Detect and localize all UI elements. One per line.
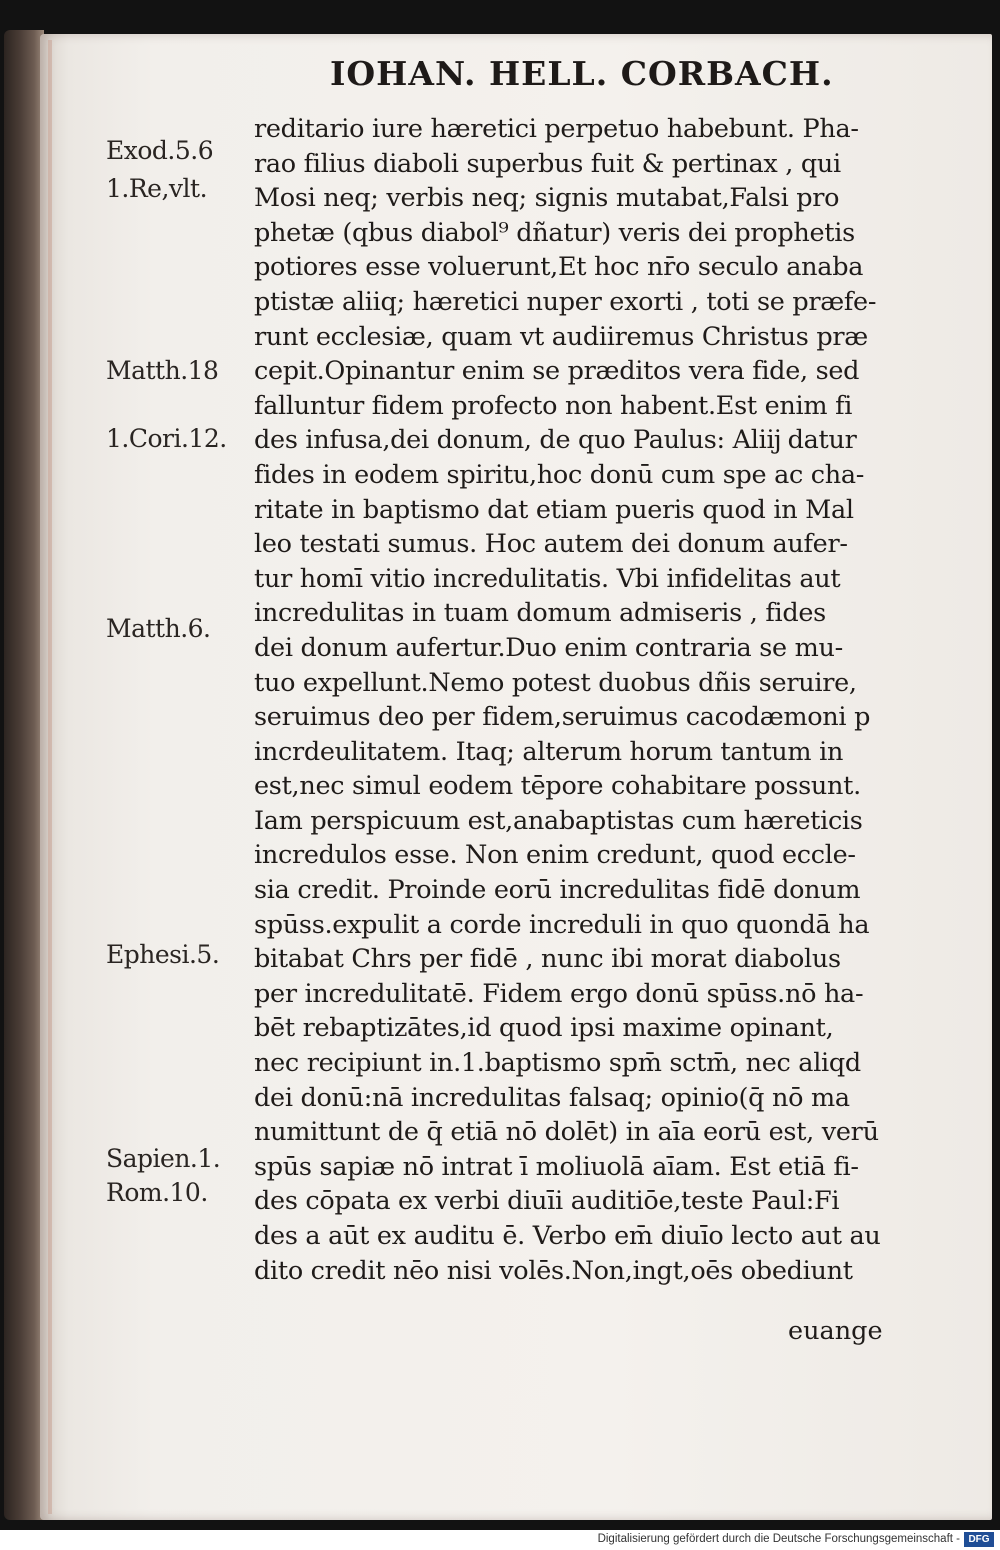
marginal-note: 1.Re,vlt. (106, 174, 208, 203)
text-line: incrdeulitatem. Itaq; alterum horum tantum in (254, 736, 844, 767)
text-line: Iam perspicuum est,anabaptistas cum hæreticis (254, 805, 863, 836)
text-line: falluntur fidem profecto non habent.Est enim fi (254, 390, 853, 421)
text-line: seruimus deo per fidem,seruimus cacodæmoni p (254, 702, 871, 733)
marginal-note: 1.Cori.12. (106, 424, 227, 453)
text-line: bēt rebaptizātes,id quod ipsi maxime opinant, (254, 1013, 834, 1044)
text-line: spūss.expulit a corde increduli in quo quondā ha (254, 909, 870, 940)
text-line: sia credit. Proinde eorū incredulitas fidē donum (254, 875, 861, 906)
text-line: cepit.Opinantur enim se præditos vera fide, sed (254, 356, 860, 387)
book-page-edges (4, 30, 44, 1520)
marginal-note: Rom.10. (106, 1178, 208, 1207)
text-line: Mosi neq; verbis neq; signis mutabat,Falsi pro (254, 183, 840, 214)
text-line: leo testati sumus. Hoc autem dei donum aufer- (254, 529, 848, 560)
text-line: ritate in baptismo dat etiam pueris quod in Mal (254, 494, 854, 525)
text-line: potiores esse voluerunt,Et hoc nr̄o seculo anaba (254, 252, 864, 283)
text-line: bitabat Chrs per fidē , nunc ibi morat diabolus (254, 944, 841, 975)
marginal-note: Matth.6. (106, 614, 211, 643)
text-line: des infusa,dei donum, de quo Paulus: Aliĳ datur (254, 425, 857, 456)
text-line: numittunt de q̄ etiā nō dolēt) in aīa eorū est, verū (254, 1117, 879, 1148)
text-line: dei donū:nā incredulitas falsaq; opinio(q̄ nō ma (254, 1082, 850, 1113)
funding-credit: Digitalisierung gefördert durch die Deutsche Forschungsgemeinschaft - (597, 1533, 960, 1545)
text-line: per incredulitatē. Fidem ergo donū spūss.nō ha- (254, 978, 864, 1009)
marginal-note: Sapien.1. (106, 1144, 221, 1173)
text-line: nec recipiunt in.1.baptismo spm̄ sctm̄, nec aliqd (254, 1048, 861, 1079)
text-line: des a aūt ex auditu ē. Verbo em̄ diuīo lecto aut au (254, 1221, 881, 1251)
dfg-logo: DFG (964, 1532, 994, 1547)
page-fore-edge-shadow (48, 40, 52, 1514)
marginal-note: Matth.18 (106, 356, 219, 385)
marginal-note: Exod.5.6 (106, 136, 214, 165)
text-line: incredulitas in tuam domum admiseris , fides (254, 598, 826, 629)
text-line: spūs sapiæ nō intrat ī moliuolā aīam. Est etiā fi- (254, 1151, 859, 1182)
text-line: fides in eodem spiritu,hoc donū cum spe ac cha- (254, 459, 865, 490)
text-line: rao filius diaboli superbus fuit & pertinax , qui (254, 148, 841, 179)
running-head: IOHAN. HELL. CORBACH. (330, 54, 834, 93)
text-line: phetæ (qbus diabol⁹ dñatur) veris dei prophetis (254, 217, 855, 248)
text-line: des cōpata ex verbi diuīi auditiōe,teste Paul:Fi (254, 1186, 840, 1217)
catchword: euange (788, 1316, 883, 1346)
text-line: tur homī vitio incredulitatis. Vbi infidelitas aut (254, 563, 841, 594)
text-line: est,nec simul eodem tēpore cohabitare possunt. (254, 771, 861, 802)
text-line: incredulos esse. Non enim credunt, quod eccle- (254, 840, 856, 871)
text-line: dito credit nēo nisi volēs.Non,ingt,oēs obediunt (254, 1255, 853, 1286)
text-line: reditario iure hæretici perpetuo habebunt. Pha- (254, 114, 859, 144)
marginal-note: Ephesi.5. (106, 940, 220, 969)
body-text (254, 112, 914, 1288)
text-line: runt ecclesiæ, quam vt audiiremus Christus præ (254, 321, 868, 352)
footer-bar (0, 1530, 1000, 1550)
text-line: ptistæ aliiq; hæretici nuper exorti , toti se præfe- (254, 286, 877, 317)
text-line: dei donum aufertur.Duo enim contraria se mu- (254, 632, 843, 663)
text-line: tuo expellunt.Nemo potest duobus dñis seruire, (254, 667, 857, 698)
